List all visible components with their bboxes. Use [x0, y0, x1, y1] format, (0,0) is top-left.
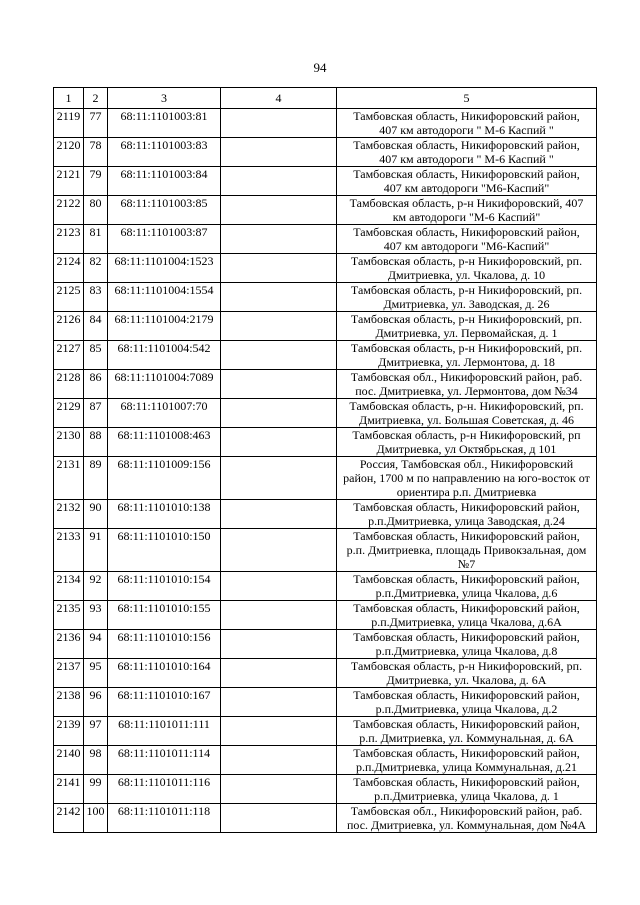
index-cell: 100 — [84, 804, 108, 833]
column4-cell — [221, 196, 337, 225]
address-cell: Тамбовская область, р-н Никифоровский, рп. Дмитриевка, ул. Лермонтова, д. 18 — [337, 341, 597, 370]
column4-cell — [221, 428, 337, 457]
column4-cell — [221, 225, 337, 254]
row-number-cell: 2133 — [54, 529, 84, 572]
row-number-cell: 2125 — [54, 283, 84, 312]
address-cell: Тамбовская область, р-н Никифоровский, рп. Дмитриевка, ул. Чкалова, д. 6А — [337, 659, 597, 688]
cadastral-number-cell: 68:11:1101003:85 — [108, 196, 221, 225]
table-row — [54, 457, 597, 500]
column4-cell — [221, 457, 337, 500]
index-cell: 99 — [84, 775, 108, 804]
address-cell: Тамбовская область, Никифоровский район, 407 км автодороги " М-6 Каспий " — [337, 109, 597, 138]
index-cell: 96 — [84, 688, 108, 717]
address-cell: Тамбовская обл., Никифоровский район, раб. пос. Дмитриевка, ул. Коммунальная, дом №4А — [337, 804, 597, 833]
cadastral-number-cell: 68:11:1101011:111 — [108, 717, 221, 746]
row-number-cell: 2142 — [54, 804, 84, 833]
table-row — [54, 717, 597, 746]
row-number-cell: 2122 — [54, 196, 84, 225]
cadastral-number-cell: 68:11:1101010:167 — [108, 688, 221, 717]
table-row — [54, 370, 597, 399]
table-row — [54, 167, 597, 196]
index-cell: 93 — [84, 601, 108, 630]
index-cell: 89 — [84, 457, 108, 500]
cadastral-number-cell: 68:11:1101004:1523 — [108, 254, 221, 283]
index-cell: 92 — [84, 572, 108, 601]
row-number-cell: 2126 — [54, 312, 84, 341]
index-cell: 91 — [84, 529, 108, 572]
address-cell: Россия, Тамбовская обл., Никифоровский район, 1700 м по направлению на юго-восток от ориентира р.п. Дмитриевка — [337, 457, 597, 500]
column4-cell — [221, 341, 337, 370]
index-cell: 95 — [84, 659, 108, 688]
index-cell: 98 — [84, 746, 108, 775]
row-number-cell: 2131 — [54, 457, 84, 500]
index-cell: 84 — [84, 312, 108, 341]
cadastral-number-cell: 68:11:1101011:118 — [108, 804, 221, 833]
column4-cell — [221, 138, 337, 167]
column-header: 5 — [337, 88, 597, 109]
column4-cell — [221, 804, 337, 833]
table-row — [54, 659, 597, 688]
table-row — [54, 283, 597, 312]
index-cell: 77 — [84, 109, 108, 138]
index-cell: 83 — [84, 283, 108, 312]
address-cell: Тамбовская область, р-н Никифоровский, рп. Дмитриевка, ул. Заводская, д. 26 — [337, 283, 597, 312]
address-cell: Тамбовская область, Никифоровский район, 407 км автодороги "М6-Каспий" — [337, 225, 597, 254]
table-row — [54, 109, 597, 138]
column4-cell — [221, 500, 337, 529]
table-row — [54, 500, 597, 529]
cadastral-number-cell: 68:11:1101003:87 — [108, 225, 221, 254]
cadastral-number-cell: 68:11:1101004:2179 — [108, 312, 221, 341]
address-cell: Тамбовская область, Никифоровский район, 407 км автодороги " М-6 Каспий " — [337, 138, 597, 167]
row-number-cell: 2123 — [54, 225, 84, 254]
address-cell: Тамбовская область, Никифоровский район, р.п.Дмитриевка, улица Чкалова, д.6А — [337, 601, 597, 630]
index-cell: 78 — [84, 138, 108, 167]
column-header: 2 — [84, 88, 108, 109]
cadastral-number-cell: 68:11:1101009:156 — [108, 457, 221, 500]
table-row — [54, 688, 597, 717]
table-row — [54, 601, 597, 630]
table-row — [54, 254, 597, 283]
column4-cell — [221, 254, 337, 283]
row-number-cell: 2141 — [54, 775, 84, 804]
cadastral-number-cell: 68:11:1101003:81 — [108, 109, 221, 138]
row-number-cell: 2137 — [54, 659, 84, 688]
index-cell: 79 — [84, 167, 108, 196]
address-cell: Тамбовская область, р-н Никифоровский, рп Дмитриевка, ул Октябрьская, д 101 — [337, 428, 597, 457]
cadastral-number-cell: 68:11:1101008:463 — [108, 428, 221, 457]
address-cell: Тамбовская область, Никифоровский район, р.п. Дмитриевка, ул. Коммунальная, д. 6А — [337, 717, 597, 746]
index-cell: 94 — [84, 630, 108, 659]
row-number-cell: 2127 — [54, 341, 84, 370]
cadastral-number-cell: 68:11:1101010:154 — [108, 572, 221, 601]
index-cell: 87 — [84, 399, 108, 428]
index-cell: 97 — [84, 717, 108, 746]
cadastral-number-cell: 68:11:1101004:1554 — [108, 283, 221, 312]
row-number-cell: 2134 — [54, 572, 84, 601]
address-cell: Тамбовская область, р-н Никифоровский, рп. Дмитриевка, ул. Чкалова, д. 10 — [337, 254, 597, 283]
row-number-cell: 2132 — [54, 500, 84, 529]
address-cell: Тамбовская область, р-н Никифоровский, рп. Дмитриевка, ул. Первомайская, д. 1 — [337, 312, 597, 341]
column4-cell — [221, 529, 337, 572]
column4-cell — [221, 283, 337, 312]
table-body — [54, 109, 597, 833]
address-cell: Тамбовская область, Никифоровский район, р.п. Дмитриевка, площадь Привокзальная, дом №7 — [337, 529, 597, 572]
address-cell: Тамбовская область, Никифоровский район, р.п.Дмитриевка, улица Коммунальная, д.21 — [337, 746, 597, 775]
table-row — [54, 775, 597, 804]
row-number-cell: 2129 — [54, 399, 84, 428]
table-row — [54, 196, 597, 225]
cadastral-number-cell: 68:11:1101004:7089 — [108, 370, 221, 399]
index-cell: 85 — [84, 341, 108, 370]
table-row — [54, 312, 597, 341]
table-row — [54, 225, 597, 254]
column4-cell — [221, 601, 337, 630]
index-cell: 88 — [84, 428, 108, 457]
row-number-cell: 2128 — [54, 370, 84, 399]
index-cell: 81 — [84, 225, 108, 254]
cadastral-number-cell: 68:11:1101011:116 — [108, 775, 221, 804]
column4-cell — [221, 312, 337, 341]
address-cell: Тамбовская область, Никифоровский район, р.п.Дмитриевка, улица Чкалова, д. 1 — [337, 775, 597, 804]
table-row — [54, 138, 597, 167]
address-cell: Тамбовская область, р-н Никифоровский, 407 км автодороги "М-6 Каспий" — [337, 196, 597, 225]
address-cell: Тамбовская область, Никифоровский район, р.п.Дмитриевка, улица Чкалова, д.6 — [337, 572, 597, 601]
row-number-cell: 2138 — [54, 688, 84, 717]
cadastral-number-cell: 68:11:1101004:542 — [108, 341, 221, 370]
row-number-cell: 2121 — [54, 167, 84, 196]
registry-table — [53, 87, 597, 833]
column4-cell — [221, 688, 337, 717]
cadastral-number-cell: 68:11:1101011:114 — [108, 746, 221, 775]
column4-cell — [221, 572, 337, 601]
cadastral-number-cell: 68:11:1101010:155 — [108, 601, 221, 630]
table-row — [54, 529, 597, 572]
column4-cell — [221, 746, 337, 775]
header-row — [54, 88, 597, 109]
cadastral-number-cell: 68:11:1101007:70 — [108, 399, 221, 428]
cadastral-number-cell: 68:11:1101003:83 — [108, 138, 221, 167]
row-number-cell: 2139 — [54, 717, 84, 746]
address-cell: Тамбовская область, Никифоровский район, р.п.Дмитриевка, улица Заводская, д.24 — [337, 500, 597, 529]
row-number-cell: 2136 — [54, 630, 84, 659]
table-row — [54, 746, 597, 775]
address-cell: Тамбовская область, Никифоровский район, 407 км автодороги "М6-Каспий" — [337, 167, 597, 196]
table-row — [54, 572, 597, 601]
column4-cell — [221, 717, 337, 746]
address-cell: Тамбовская область, Никифоровский район, р.п.Дмитриевка, улица Чкалова, д.2 — [337, 688, 597, 717]
cadastral-number-cell: 68:11:1101010:150 — [108, 529, 221, 572]
column4-cell — [221, 775, 337, 804]
row-number-cell: 2135 — [54, 601, 84, 630]
cadastral-number-cell: 68:11:1101010:138 — [108, 500, 221, 529]
column4-cell — [221, 399, 337, 428]
index-cell: 80 — [84, 196, 108, 225]
table-row — [54, 630, 597, 659]
row-number-cell: 2124 — [54, 254, 84, 283]
table-header — [54, 88, 597, 109]
cadastral-number-cell: 68:11:1101003:84 — [108, 167, 221, 196]
column4-cell — [221, 370, 337, 399]
table-row — [54, 428, 597, 457]
cadastral-number-cell: 68:11:1101010:164 — [108, 659, 221, 688]
column4-cell — [221, 109, 337, 138]
column-header: 4 — [221, 88, 337, 109]
index-cell: 86 — [84, 370, 108, 399]
address-cell: Тамбовская область, Никифоровский район, р.п.Дмитриевка, улица Чкалова, д.8 — [337, 630, 597, 659]
index-cell: 82 — [84, 254, 108, 283]
address-cell: Тамбовская обл., Никифоровский район, раб. пос. Дмитриевка, ул. Лермонтова, дом №34 — [337, 370, 597, 399]
row-number-cell: 2130 — [54, 428, 84, 457]
row-number-cell: 2120 — [54, 138, 84, 167]
column4-cell — [221, 167, 337, 196]
table-row — [54, 399, 597, 428]
row-number-cell: 2119 — [54, 109, 84, 138]
table-row — [54, 804, 597, 833]
column-header: 3 — [108, 88, 221, 109]
address-cell: Тамбовская область, р-н. Никифоровский, рп. Дмитриевка, ул. Большая Советская, д. 46 — [337, 399, 597, 428]
row-number-cell: 2140 — [54, 746, 84, 775]
page-number: 94 — [313, 60, 327, 75]
cadastral-number-cell: 68:11:1101010:156 — [108, 630, 221, 659]
column4-cell — [221, 630, 337, 659]
index-cell: 90 — [84, 500, 108, 529]
column-header: 1 — [54, 88, 84, 109]
column4-cell — [221, 659, 337, 688]
table-row — [54, 341, 597, 370]
